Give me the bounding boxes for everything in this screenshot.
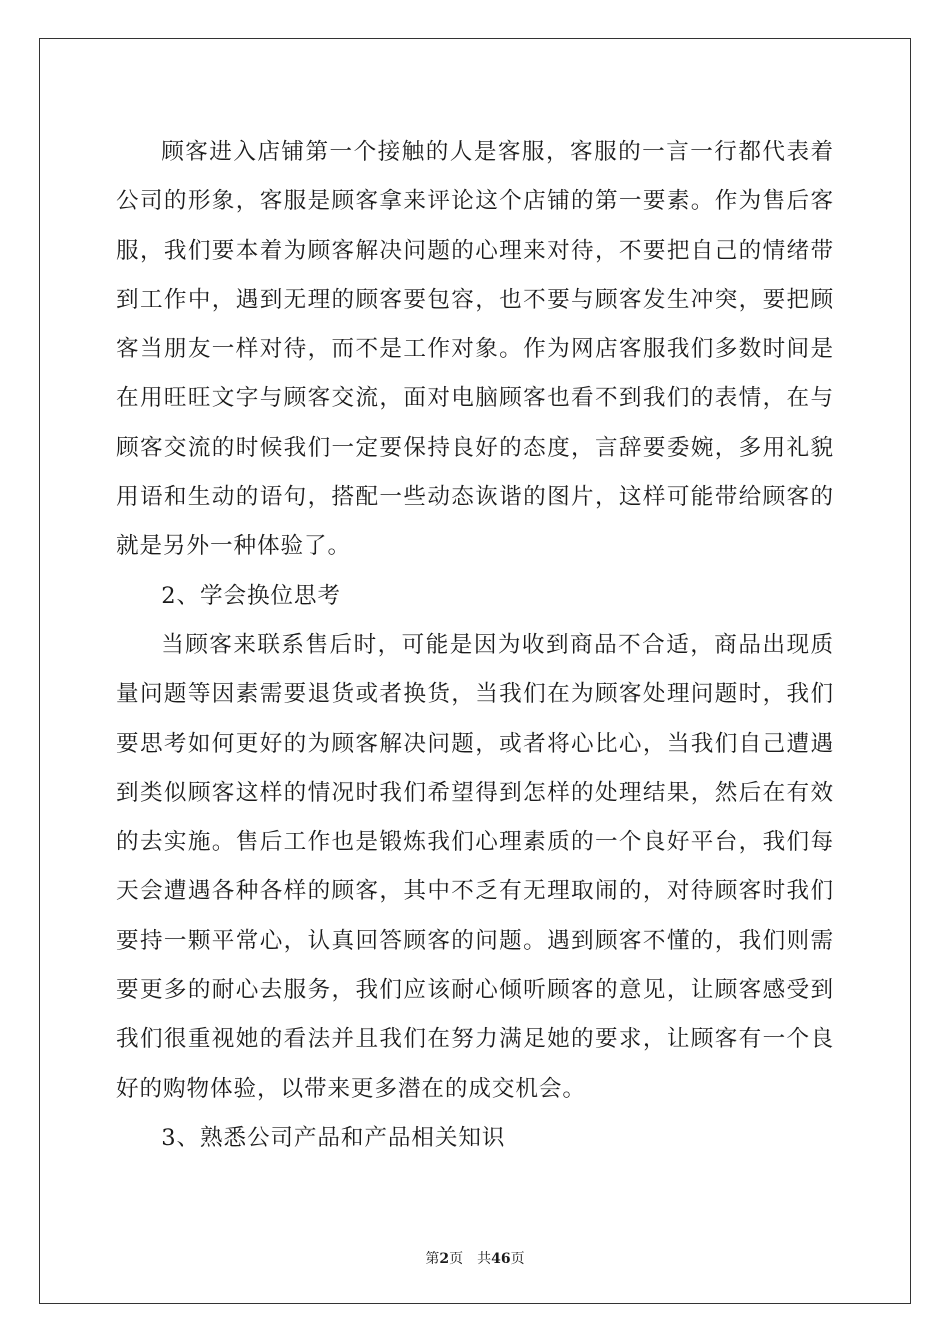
page-prefix: 第 [425, 1251, 440, 1267]
section-heading-product-knowledge: 3、熟悉公司产品和产品相关知识 [161, 1124, 506, 1151]
document-body [116, 128, 834, 1163]
total-pages: 46 [491, 1251, 511, 1267]
total-prefix: 共 [477, 1251, 492, 1267]
page-number: 2 [439, 1251, 450, 1267]
paragraph-empathy: 当顾客来联系售后时，可能是因为收到商品不合适，商品出现质量问题等因素需要退货或者换货，当我们在为顾客处理问题时，我们要思考如何更好的为顾客解决问题，或者将心比心，当我们自己遭遇到类似顾客这样的情况时我们希望得到怎样的处理结果，然后在有效的去实施。售后工作也是锻炼我们心理素质的一个良好平台，我们每天会遭遇各种各样的顾客，其中不乏有无理取闹的，对待顾客时我们要持一颗平常心，认真回答顾客的问题。遇到顾客不懂的，我们则需要更多的耐心去服务，我们应该耐心倾听顾客的意见，让顾客感受到我们很重视她的看法并且我们在努力满足她的要求，让顾客有一个良好的购物体验，以带来更多潜在的成交机会。 [116, 631, 834, 1102]
paragraph-customer-service-attitude: 顾客进入店铺第一个接触的人是客服，客服的一言一行都代表着公司的形象，客服是顾客拿来评论这个店铺的第一要素。作为售后客服，我们要本着为顾客解决问题的心理来对待，不要把自己的情绪带到工作中，遇到无理的顾客要包容，也不要与顾客发生冲突，要把顾客当朋友一样对待，而不是工作对象。作为网店客服我们多数时间是在用旺旺文字与顾客交流，面对电脑顾客也看不到我们的表情，在与顾客交流的时候我们一定要保持良好的态度，言辞要委婉，多用礼貌用语和生动的语句，搭配一些动态诙谐的图片，这样可能带给顾客的就是另外一种体验了。 [116, 139, 834, 560]
section-heading-empathy: 2、学会换位思考 [161, 582, 341, 609]
page-footer [0, 1248, 950, 1268]
total-suffix: 页 [510, 1251, 525, 1267]
page-suffix: 页 [449, 1251, 464, 1267]
